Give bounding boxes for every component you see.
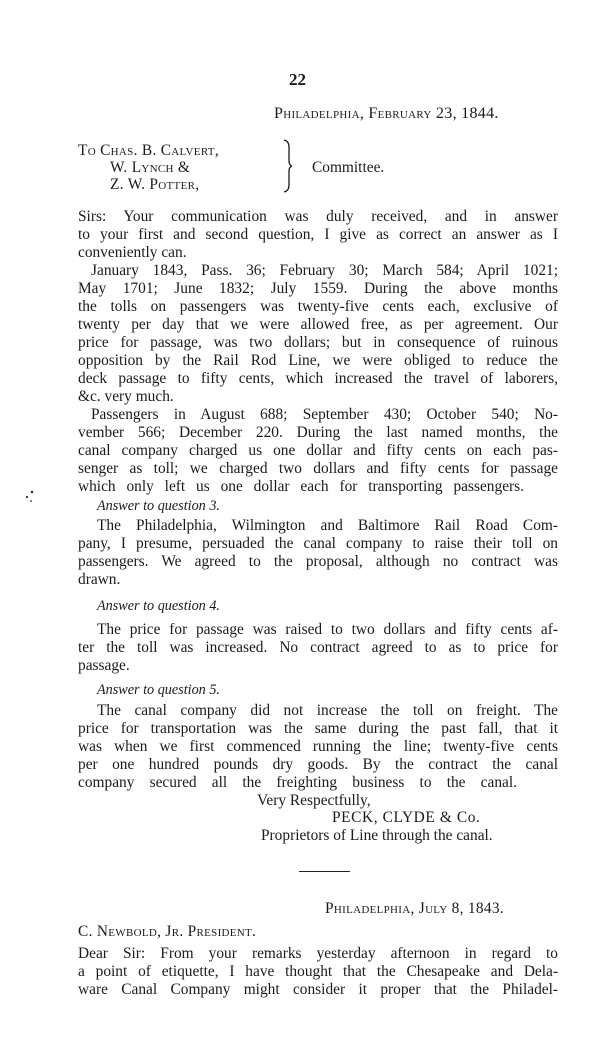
letter2-line-1: Dear Sir: From your remarks yesterday afternoon in regard to [78,945,558,962]
body-line-14: canal company charged us one dollar and fifty cents on each pas- [78,442,558,459]
letter2-line-3: ware Canal Company might consider it proper that the Philadel- [78,981,558,998]
letter1-place-date: Philadelphia, February 23, 1844. [274,105,499,122]
body-line-18: pany, I presume, persuaded the canal company to raise their toll on [78,535,558,552]
closing: Very Respectfully, [257,792,371,809]
body-line-9: opposition by the Rail Rod Line, we were obliged to reduce the [78,352,558,369]
body-line-24: The canal company did not increase the toll on freight. The [97,702,558,719]
body-line-2: to your first and second question, I give as correct an answer as I [78,226,558,243]
body-line-8: price for passage, was two dollars; but in consequence of ruinous [78,334,558,351]
answer-heading-4: Answer to question 4. [97,598,220,614]
body-line-23: passage. [78,657,130,674]
body-line-5: May 1701; June 1832; July 1559. During the above months [78,280,558,297]
signature-title: Proprietors of Line through the canal. [261,827,493,844]
body-line-22: ter the toll was increased. No contract agreed to as to price for [78,639,558,656]
body-line-13: vember 566; December 220. During the last named months, the [78,424,558,441]
body-line-10: deck passage to fifty cents, which increased the travel of laborers, [78,370,558,387]
page-number: 22 [289,70,306,89]
letter2-addressee: C. Newbold, Jr. President. [78,923,257,940]
body-line-6: the tolls on passengers was twenty-five cents each, exclusive of [78,298,558,315]
body-line-7: twenty per day that we were allowed free, as per agreement. Our [78,316,558,333]
body-line-15: senger as toll; we charged two dollars and fifty cents for passage [78,460,558,477]
answer-heading-3: Answer to question 3. [97,498,220,514]
to-label: To [78,142,96,159]
body-line-19: passengers. We agreed to the proposal, although no contract was [78,553,558,570]
brace-icon [282,139,292,193]
body-line-25: price for transportation was the same during the past fall, that it [78,720,558,737]
body-line-3: conveniently can. [78,244,187,261]
signature: PECK, CLYDE & Co. [332,809,481,826]
body-line-26: was when we first commenced running the line; twenty-five cents [78,738,558,755]
committee-label: Committee. [312,159,385,176]
letter2-place-date: Philadelphia, July 8, 1843. [325,900,505,917]
body-line-28: company secured all the freighting business to the canal. [78,774,517,791]
body-line-16: which only left us one dollar each for transporting passengers. [78,478,524,495]
letter2-line-2: a point of etiquette, I have thought that the Chesapeake and Dela- [78,963,558,980]
body-line-11: &c. very much. [78,388,174,405]
recipient-2: W. Lynch & [110,159,191,176]
recipient-1: Chas. B. Calvert, [100,142,219,159]
section-divider [299,871,350,872]
answer-heading-5: Answer to question 5. [97,682,220,698]
body-line-27: per one hundred pounds dry goods. By the contract the canal [78,756,558,773]
body-line-4: January 1843, Pass. 36; February 30; March 584; April 1021; [91,262,558,279]
body-line-21: The price for passage was raised to two dollars and fifty cents af- [97,621,558,638]
recipient-3: Z. W. Potter, [110,176,200,193]
body-line-1: Sirs: Your communication was duly received, and in answer [78,208,558,225]
body-line-12: Passengers in August 688; September 430; October 540; No- [91,406,558,423]
body-line-20: drawn. [78,571,121,588]
body-line-17: The Philadelphia, Wilmington and Baltimore Rail Road Com- [97,517,558,534]
ink-speck-icon [22,489,36,503]
